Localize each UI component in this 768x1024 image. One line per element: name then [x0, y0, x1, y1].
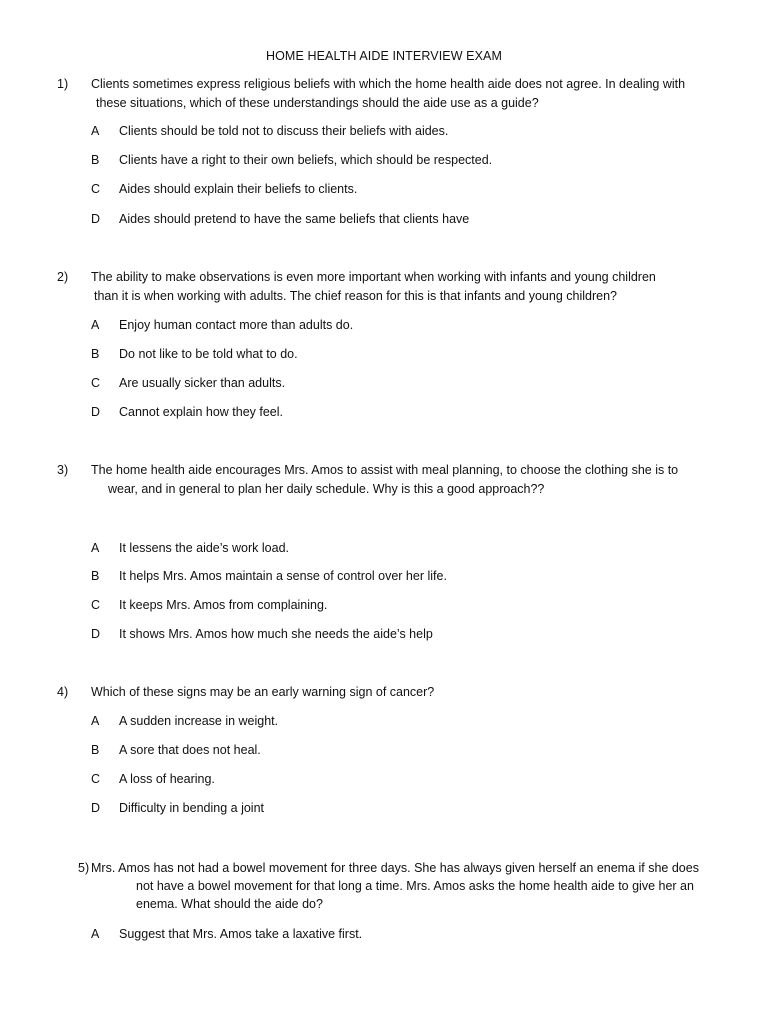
question-number: 4) [57, 685, 69, 699]
option-text: A sudden increase in weight. [119, 714, 279, 728]
option-text: Do not like to be told what to do. [119, 347, 298, 361]
question-text-line: Clients sometimes express religious beliefs with which the home health aide does not agree. In dealing with [91, 77, 686, 91]
option-text: Aides should explain their beliefs to clients. [119, 182, 358, 196]
question-number: 1) [57, 77, 69, 91]
option-letter: A [91, 541, 100, 555]
question-text-line: wear, and in general to plan her daily schedule. Why is this a good approach?? [108, 482, 545, 496]
option-letter: C [91, 772, 101, 786]
option-letter: C [91, 598, 101, 612]
option-letter: D [91, 627, 101, 641]
option-letter: A [91, 318, 100, 332]
question-number: 5) [78, 861, 90, 875]
option-text: It keeps Mrs. Amos from complaining. [119, 598, 328, 612]
option-letter: C [91, 182, 101, 196]
option-letter: A [91, 714, 100, 728]
option-letter: D [91, 405, 101, 419]
question-number: 2) [57, 270, 69, 284]
question-text-line: than it is when working with adults. The chief reason for this is that infants and young children? [94, 289, 617, 303]
option-text: Clients should be told not to discuss their beliefs with aides. [119, 124, 449, 138]
question-text-line: Mrs. Amos has not had a bowel movement for three days. She has always given herself an enema if she does [91, 861, 699, 875]
option-text: It helps Mrs. Amos maintain a sense of control over her life. [119, 569, 447, 583]
option-text: Difficulty in bending a joint [119, 801, 264, 815]
option-text: Are usually sicker than adults. [119, 376, 286, 390]
option-letter: A [91, 124, 100, 138]
option-letter: C [91, 376, 101, 390]
option-text: A sore that does not heal. [119, 743, 261, 757]
question-number: 3) [57, 463, 69, 477]
option-text: Clients have a right to their own beliefs, which should be respected. [119, 153, 493, 167]
question-text-line: The home health aide encourages Mrs. Amos to assist with meal planning, to choose the clothing she is to [91, 463, 679, 477]
option-letter: D [91, 212, 101, 226]
page-title: HOME HEALTH AIDE INTERVIEW EXAM [265, 49, 502, 63]
option-letter: A [91, 927, 100, 941]
option-text: Cannot explain how they feel. [119, 405, 283, 419]
option-text: It shows Mrs. Amos how much she needs the aide’s help [119, 627, 433, 641]
question-text-line: The ability to make observations is even more important when working with infants and young children [91, 270, 656, 284]
question-text-line: enema. What should the aide do? [136, 897, 323, 911]
option-letter: B [91, 153, 100, 167]
option-text: Aides should pretend to have the same beliefs that clients have [119, 212, 470, 226]
option-text: A loss of hearing. [119, 772, 215, 786]
option-text: It lessens the aide’s work load. [119, 541, 290, 555]
question-text-line: Which of these signs may be an early warning sign of cancer? [91, 685, 435, 699]
question-text-line: these situations, which of these understandings should the aide use as a guide? [96, 96, 539, 110]
question-text-line: not have a bowel movement for that long a time. Mrs. Amos asks the home health aide to give her an [136, 879, 694, 893]
option-letter: B [91, 743, 100, 757]
option-letter: B [91, 347, 100, 361]
option-letter: D [91, 801, 101, 815]
option-text: Enjoy human contact more than adults do. [119, 318, 354, 332]
option-letter: B [91, 569, 100, 583]
option-text: Suggest that Mrs. Amos take a laxative first. [119, 927, 363, 941]
